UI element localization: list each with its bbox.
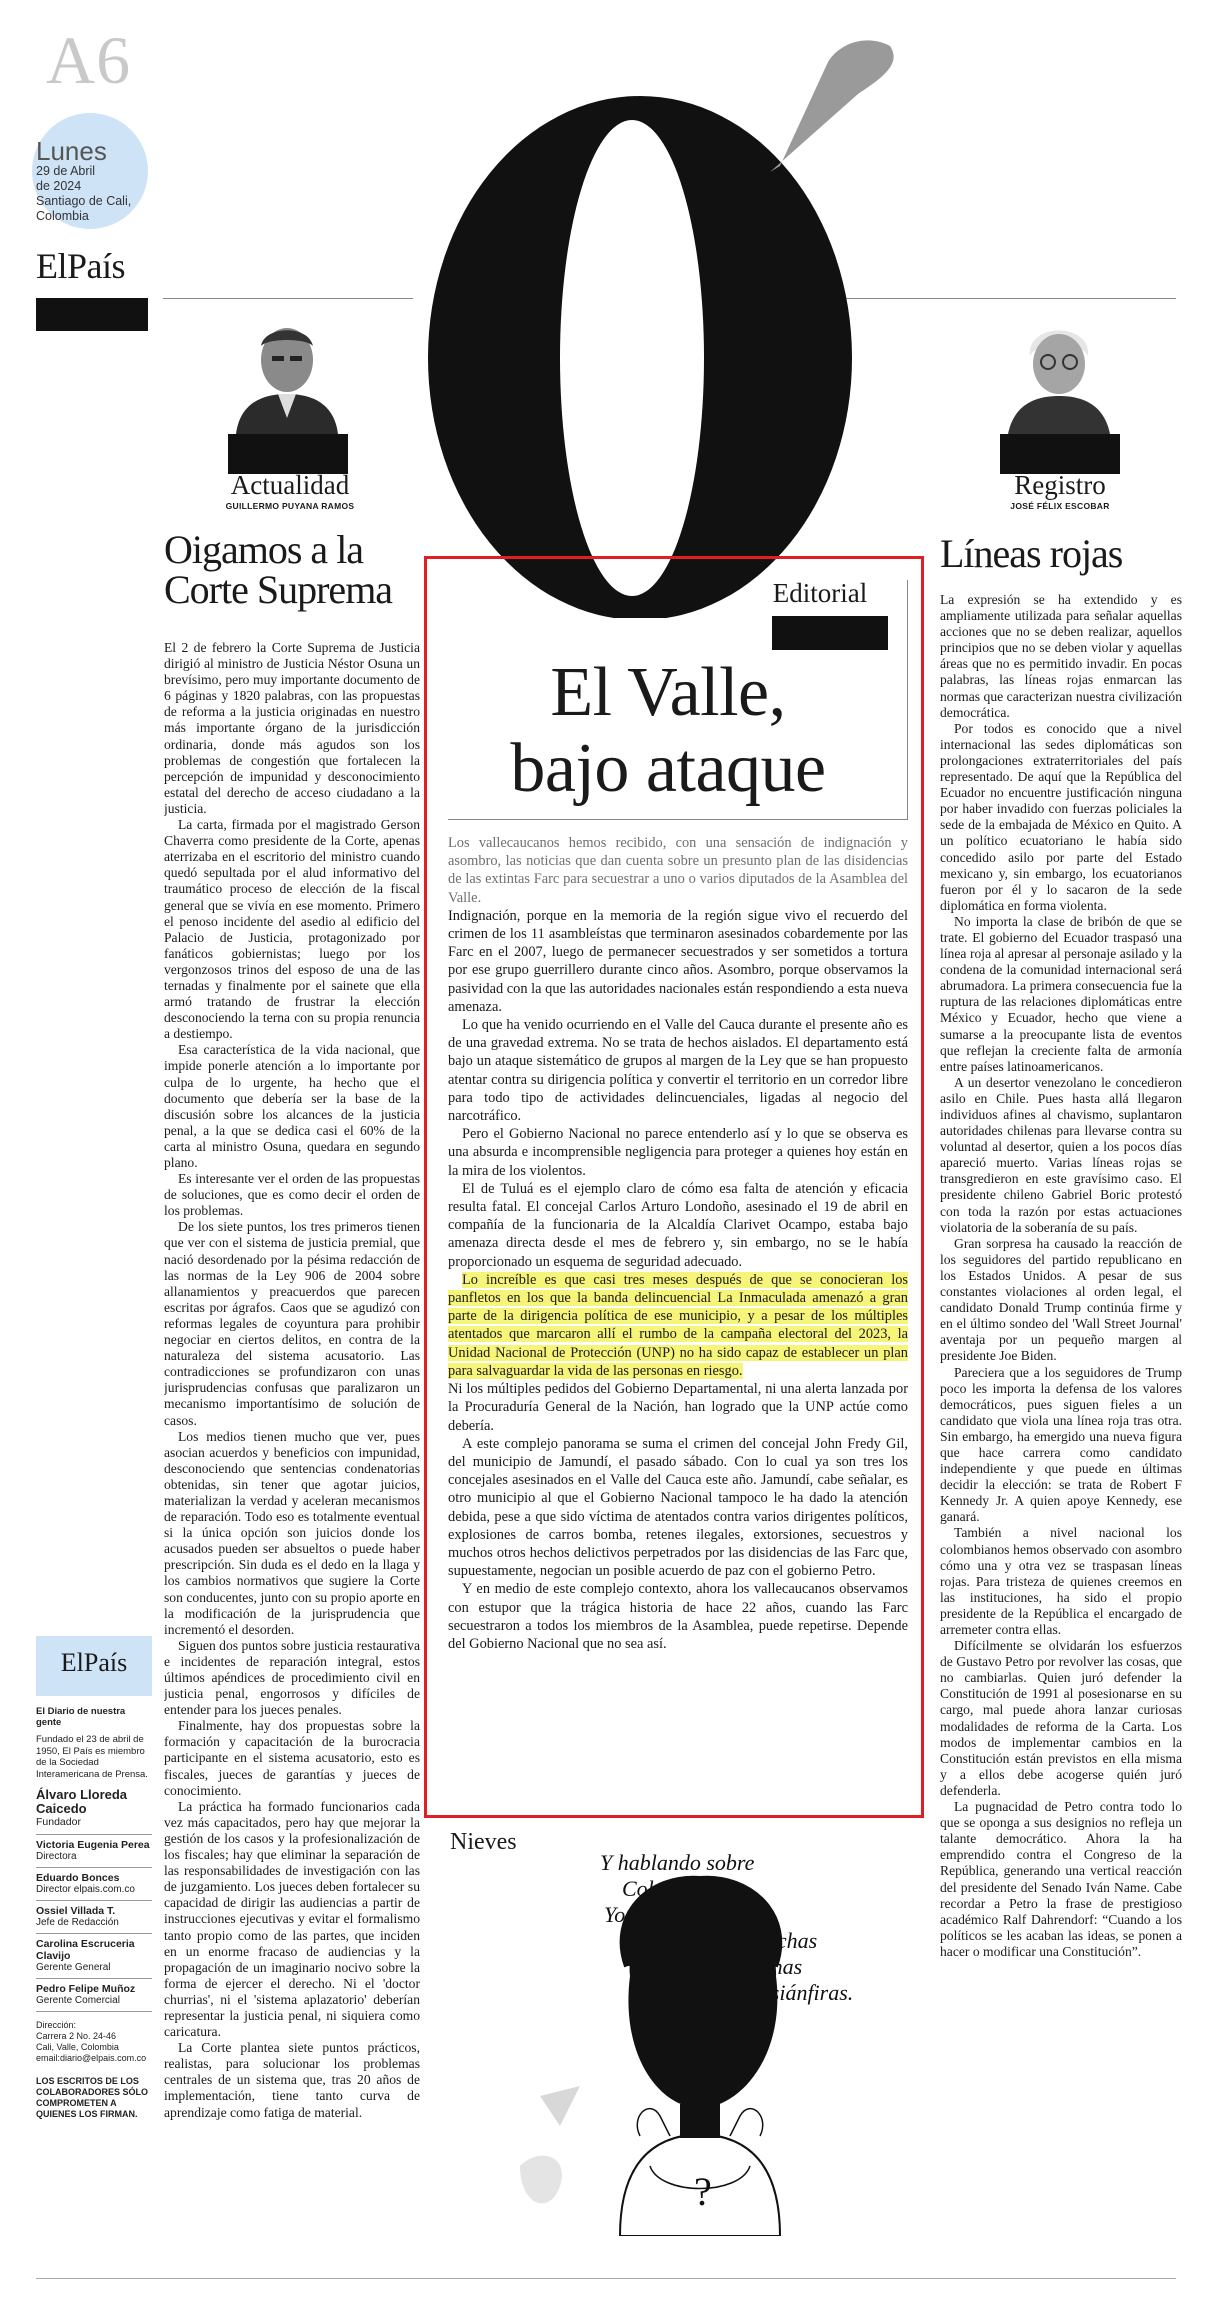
paragraph: Y en medio de este complejo contexto, ahora los vallecaucanos observamos con estupor que la trágica historia de hace 22 años, cuando las Farc secuestraron a todos los miembros de la Asamblea, puede repetirse. Depende del Gobierno Nacional que no sea así.	[448, 1581, 908, 1652]
staff-member-name: Victoria Eugenia Perea	[36, 1839, 150, 1851]
staff-member-role: Jefe de Redacción	[36, 1917, 119, 1928]
staff-member-role: Directora	[36, 1851, 77, 1862]
accent-mark-icon	[740, 38, 900, 178]
staff-member-name: Pedro Felipe Muñoz	[36, 1983, 136, 1995]
staff-member	[36, 1979, 152, 2012]
paragraph: Indignación, porque en la memoria de la región sigue vivo el recuerdo del crimen de los 11 asambleístas que terminaron asesinados cobardemente por las Farc en el 2007, luego de permanecer secuestrados y ser sometidos a tortura por ese grupo guerrillero durante cinco años. Asombro, porque observamos la pasividad con la que las autoridades nacionales están respondiendo a esta nueva amenaza.	[448, 907, 908, 1015]
paragraph: Es interesante ver el orden de las propuestas de soluciones, que es como decir el orden de los problemas.	[164, 1171, 420, 1219]
staff-box	[36, 1706, 152, 2120]
paragraph: Pareciera que a los seguidores de Trump poco les importa la defensa de los valores democráticos, pues siguen fieles a un candidato que viola una línea roja tras otra. Sin embargo, ha emergido una nueva figura que hace carrera como candidato independiente y que puede en últimas decidir la elección: se trata de Robert F Kennedy Jr. A quien apoye Kennedy, ese ganará.	[940, 1364, 1182, 1525]
author-right: JOSÉ FÉLIX ESCOBAR	[1010, 501, 1110, 511]
editorial-bar	[772, 616, 888, 650]
columnist-bar-left	[228, 434, 348, 474]
editorial-highlight	[448, 1271, 908, 1380]
speech-line: cosiánfiras.	[750, 1980, 854, 2005]
paragraph: Difícilmente se olvidarán los esfuerzos de Gustavo Petro por revolver las cosas, que no cambiarlas. Quien juró defender la Constitución de 1991 al posesionarse en su cargo, mal puede ahora lanzar curiosas modalidades de reforma de la Carta. Los modos de implementar cambios en la Constitución están previstos en ella misma y a ellos debe acogerse quién juró defenderla.	[940, 1638, 1182, 1798]
paragraph: Esa característica de la vida nacional, que impide ponerle atención a lo importante por culpa de lo urgente, ha hecho que el documento que debería ser la base de la discusión sobre los alcances de la justicia penal, a la que se dedica casi el 60% de la carta al ministro Osuna, quedara en segundo plano.	[164, 1042, 420, 1170]
page-number: A6	[46, 22, 132, 98]
staff-member-name: Eduardo Bonces	[36, 1872, 120, 1884]
cartoon-question-mark: ?	[694, 2169, 712, 2214]
title-line: Oigamos a la	[164, 527, 364, 572]
editorial-section-label: Editorial	[772, 578, 868, 608]
speech-line: Yo me pregunto	[604, 1902, 741, 1927]
address-line: Carrera 2 No. 24-46	[36, 2031, 117, 2041]
staff-founded: Fundado el 23 de abril de 1950, El País es miembro de la Sociedad Interamericana de Prensa.	[36, 1734, 148, 1780]
staff-member	[36, 1835, 152, 1868]
logo-bar	[36, 298, 148, 331]
staff-member-role: Director elpais.com.co	[36, 1884, 135, 1895]
paragraph: El de Tuluá es el ejemplo claro de cómo esa falta de atención y eficacia resulta fatal. El concejal Carlos Arturo Londoño, asesinado el 19 de abril en compañía de la funcionaria de la Alcaldía Clarivet Ocampo, estaba bajo amenaza directa desde el mes de febrero y, sin embargo, no se le había proporcionado un esquema de seguridad adecuado.	[448, 1180, 908, 1270]
date-block	[36, 138, 131, 224]
speech-line: Colombia	[622, 1876, 709, 1901]
staff-member-name: Ossiel Villada T.	[36, 1905, 116, 1917]
author-left: GUILLERMO PUYANA RAMOS	[225, 501, 355, 511]
day-name: Lunes	[36, 136, 107, 166]
title-line: El Valle,	[550, 654, 786, 731]
staff-member-role: Gerente Comercial	[36, 1995, 120, 2006]
section-label-actualidad: Actualidad	[230, 470, 350, 500]
left-article-title	[164, 527, 424, 612]
staff-list	[36, 1835, 152, 2012]
paragraph: El 2 de febrero la Corte Suprema de Justicia dirigió al ministro de Justicia Néstor Osuna un brevísimo, pero muy importante documento de 6 páginas y 1820 palabras, con las propuestas de reforma a la justicia originadas en nuestro más importante órgano de la jurisdicción ordinaria, donde más agudos son los problemas de congestión que fortalecen la percepción de impunidad y desconocimiento estatal del derecho de acceso ciudadano a la justicia.	[164, 640, 420, 816]
staff-logo: ElPaís	[60, 1648, 128, 1677]
address-line: Cali, Valle, Colombia	[36, 2042, 119, 2052]
title-line: bajo ataque	[510, 730, 826, 807]
paragraph: Lo que ha venido ocurriendo en el Valle del Cauca durante el presente año es de una gravedad extrema. No se trata de hechos aislados. El departamento está bajo un ataque sistemático de grupos al margen de la Ley que se han propuesto atentar contra su dirigencia política y convertir el territorio en un corredor libre para todo tipo de actividades delincuenciales, ligadas al negocio del narcotráfico.	[448, 1017, 908, 1125]
paragraph: También a nivel nacional los colombianos hemos observado con asombro cómo una y otra vez se traspasan líneas rojas. Para tristeza de quienes creemos en las instituciones, ha sido el propio presidente de la República el encargado de arremeter contra ellas.	[940, 1525, 1182, 1637]
place-line: Santiago de Cali,	[36, 194, 132, 208]
paragraph: De los siete puntos, los tres primeros tienen que ver con el sistema de justicia premial, que nació desordenado por la pésima redacción de las normas de la Ley 906 de 2004 sobre allanamientos y preacuerdos que parecen escritas por ágrafos. Caos que se agudizó con reformas legales de coyuntura para prohibir negociar en ciertos delitos, en contra de la naturaleza del sistema acusatorio. Las contradicciones se profundizaron con unas jurisprudencias confusas que paralizaron un mecanismo importantísimo de solución de casos.	[164, 1219, 420, 1428]
highlighted-text: Lo increíble es que casi tres meses después de que se conocieran los panfletos en los que la banda delincuencial La Inmaculada amenazó a gran parte de la dirigencia política de ese municipio, y a pesar de los múltiples atentados que marcaron allí el rumbo de la campaña electoral del 2023, la Unidad Nacional de Protección (UNP) no ha sido capaz de establecer un plan para salvaguardar la vida de las personas en riesgo.	[448, 1271, 908, 1379]
staff-member-name: Carolina Escruceria Clavijo	[36, 1938, 135, 1962]
founder-role: Fundador	[36, 1816, 152, 1835]
paragraph: Finalmente, hay dos propuestas sobre la formación y capacitación de la burocracia participante en el sistema acusatorio, esto es fiscales, jueces de garantías y jueces de conocimiento.	[164, 1718, 420, 1798]
address-label: Dirección:	[36, 2020, 77, 2030]
right-article-body	[940, 592, 1182, 2242]
editorial-lead: Los vallecaucanos hemos recibido, con una sensación de indignación y asombro, las noticias que dan cuenta sobre un presunto plan de las disidencias de las extintas Farc para secuestrar a uno o varios diputados de la Asamblea del Valle.	[448, 835, 908, 906]
paragraph: La expresión se ha extendido y es ampliamente utilizada para señalar aquellas acciones que no se deben realizar, aquellos principios que no se deben violar y aquellas áreas que no es permitido invadir. En pocas palabras, las líneas rojas enmarcan las normas que caracterizan nuestra civilización democrática.	[940, 592, 1182, 720]
right-article-title: Líneas rojas	[940, 531, 1123, 576]
columnist-photo-right	[1000, 316, 1118, 434]
cartoon-section-label: Nieves	[450, 1829, 517, 1855]
email-link[interactable]: email:diario@elpais.com.co	[36, 2053, 147, 2063]
founder-name: Álvaro Lloreda Caicedo	[36, 1787, 128, 1816]
paragraph: Los medios tienen mucho que ver, pues asocian acuerdos y beneficios con impunidad, desconociendo que sentencias condenatorias obtenidas, sin tener que agotar juicios, materializan la verdad y aceleran mecanismos de reparación. Todo eso es totalmente eventual si la única opción son juicios donde los acusados pueden ser absueltos o puede haber prescripción. Sin duda es el dedo en la llaga y los cambios normativos que sugiere la Corte son conducentes, junto con su propio aporte en la modificación de la jurisprudencia que incrementó el desorden.	[164, 1428, 420, 1637]
columnist-bar-right	[1000, 434, 1120, 474]
speech-line: muchas	[750, 1928, 818, 1953]
paragraph: Siguen dos puntos sobre justicia restaurativa e incidentes de reparación integral, estos últimos apéndices de procedimiento civil en justicia penal, engorrosos y difíciles de entender para los jueces penales.	[164, 1637, 420, 1718]
editorial-paragraphs-after	[448, 1380, 908, 1653]
left-article-body	[164, 640, 420, 2220]
editorial-paragraphs-before	[448, 907, 908, 1271]
staff-member-role: Gerente General	[36, 1962, 111, 1973]
paragraph: Ni los múltiples pedidos del Gobierno Departamental, ni una alerta lanzada por la Procuraduría General de la Nación, han logrado que la UNP actúe como debería.	[448, 1381, 908, 1434]
paragraph: La carta, firmada por el magistrado Gerson Chaverra como presidente de la Corte, apenas aterrizaba en el escritorio del ministro cuando quedó sepultada por el alud informativo del traumático proceso de elección de la fiscal general que se vivía en ese momento. Primero el penoso incidente del asedio al edificio del Palacio de Justicia, protagonizado por fanáticos gobiernistas; luego por los vergonzosos trinos del esposo de una de las ternadas y finalmente por el sainete que ella armó tratando de frustrar la elección desconociendo la terna con su propia renuncia a destiempo.	[164, 817, 420, 1042]
speech-line: Y hablando sobre	[600, 1850, 755, 1875]
date-line: de 2024	[36, 179, 82, 193]
title-line: Corte Suprema	[164, 567, 393, 612]
paragraph: A este complejo panorama se suma el crimen del concejal John Fredy Gil, del municipio de Jamundí, el pasado sábado. Con lo cual ya son tres los concejales asesinados en el Valle del Cauca este año. Jamundí, cabe señalar, es otro municipio al que el Gobierno Nacional tampoco le ha dado la atención debida, pese a que sido víctima de atentados contra varios dirigentes políticos, explosiones de carros bomba, retenes ilegales, extorsiones, secuestros y muchos otros hechos delictivos perpetrados por las disidencias de las Farc que, supuestamente, negocian un posible acuerdo de paz con el gobierno Petro.	[448, 1435, 908, 1580]
masthead-logo: ElPaís	[36, 246, 126, 286]
editorial-title	[448, 655, 888, 807]
columnist-photo-left	[228, 316, 346, 434]
paragraph: Pero el Gobierno Nacional no parece entenderlo así y lo que se observa es una absurda e incomprensible negligencia para proteger a quienes hoy están en la mira de los violentos.	[448, 1126, 908, 1179]
paragraph: Por todos es conocido que a nivel internacional las sedes diplomáticas son prolongaciones extraterritoriales del país representado. De aquí que la República del Ecuador no encuentre justificación ninguna por haber invadido con fuerzas policiales la sede de la embajada de México en Quito. A un político ecuatoriano le había sido concedido asilo por parte del Estado mexicano y, sin embargo, los ecuatorianos fueron por él y lo sacaron de la sede diplomática en forma violenta.	[940, 720, 1182, 913]
section-label-registro: Registro	[1014, 470, 1106, 500]
place-line: Colombia	[36, 209, 89, 223]
masthead-rule-right	[840, 298, 1176, 299]
staff-tagline: El Diario de nuestra gente	[36, 1706, 126, 1728]
staff-member	[36, 1901, 152, 1934]
footer-rule	[36, 2278, 1176, 2279]
cartoon-speech	[600, 1850, 860, 2006]
staff-member	[36, 1934, 152, 1979]
paragraph: La pugnacidad de Petro contra todo lo que se oponga a sus designios no refleja un talante democrático. Ahora la ha emprendido contra el Congreso de la República, generando una vertical reacción del presidente del Senado Iván Name. Cabe recordar a Petro la frase de prestigioso académico Ralf Dahrendorf: “Cuando a los políticos se les acaban las ideas, se ponen a hacer o modificar una Constitución”.	[940, 1799, 1182, 1959]
paragraph: La práctica ha formado funcionarios cada vez más capacitados, pero hay que mejorar la gestión de los casos y la profesionalización de los fiscales; hay que eliminar la separación de las responsabilidades de investigación con las de juzgamiento. Los jueces deben fortalecer su capacidad de dirigir las audiencias a partir de instrucciones ejecutivas y evitar el formalismo tanto propio como de las partes, que inciden en un enorme fracaso de audiencias y la propagación de un imaginario nocivo sobre la forma de ejercer el derecho. Ni el 'doctor churrias', ni el 'sistema aplazatorio' deberían representar la justicia penal, ni siquiera como caricatura.	[164, 1798, 420, 2040]
paragraph: A un desertor venezolano le concedieron asilo en Chile. Pues hasta allá llegaron individuos afines al chavismo, suplantaron autoridades chilenas para llevarse contra su voluntad al desertor, quien a los pocos días apareció muerto. Varias líneas rojas se transgredieron en este gravísimo caso. El presidente chileno Gabriel Boric protestó con toda la razón por estas actuaciones violatoria de la soberanía de su país.	[940, 1074, 1182, 1235]
editorial-body	[448, 834, 908, 1653]
disclaimer: LOS ESCRITOS DE LOS COLABORADORES SÓLO COMPROMETEN A QUIENES LOS FIRMAN.	[36, 2076, 149, 2119]
staff-member	[36, 1868, 152, 1901]
speech-line: muchas	[735, 1954, 803, 1979]
paragraph: La Corte plantea siete puntos prácticos, realistas, para solucionar los problemas centrales de un sistema que, tras 20 años de implementación, tiene tanto curva de aprendizaje como fatiga de material.	[164, 2040, 420, 2120]
date-line: 29 de Abril	[36, 164, 96, 178]
paragraph: No importa la clase de bribón de que se trate. El gobierno del Ecuador traspasó una línea roja al apresar al personaje asilado y la condena de la comunidad internacional será abrumadora. La primera consecuencia fue la ruptura de las relaciones diplomáticas entre México y Ecuador, hecho que viene a sumarse a la preocupante lista de eventos que reflejan la creciente falta de armonía entre países latinoamericanos.	[940, 913, 1182, 1074]
paragraph: Gran sorpresa ha causado la reacción de los seguidores del partido republicano en los Estados Unidos. A pesar de sus constantes violaciones al orden legal, el candidato Donald Trump continúa firme y en el último sondeo del 'Wall Street Journal' aventaja por un pequeño margen al presidente Joe Biden.	[940, 1235, 1182, 1364]
masthead-rule-left	[163, 298, 413, 299]
